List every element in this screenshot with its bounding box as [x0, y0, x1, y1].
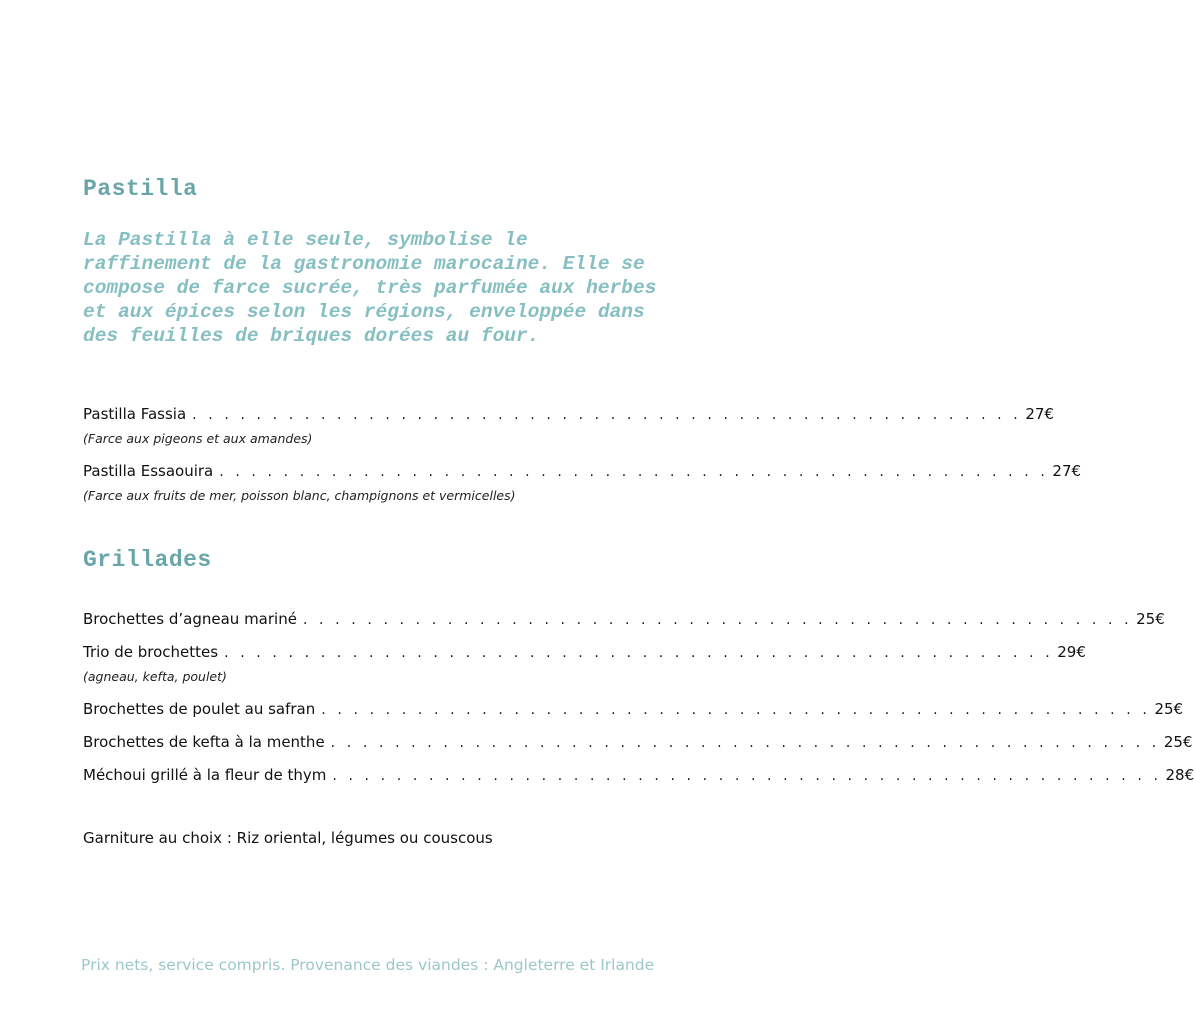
menu-item-pastilla-fassia — [83, 404, 1054, 425]
item-name: Pastilla Essaouira — [83, 462, 214, 480]
dot-leader: . . . . . . . . . . . . . . . . . . . . . . . . . . . . . . . . . . . . . . . . . . . . . . . . . . . . — [332, 768, 1162, 784]
item-name: Pastilla Fassia — [83, 405, 187, 423]
menu-item-brochettes-kefta — [83, 732, 1193, 753]
item-name: Brochettes de kefta à la menthe — [83, 733, 325, 751]
item-description: (Farce aux fruits de mer, poisson blanc, champignons et vermicelles) — [83, 488, 516, 503]
menu-item-trio-brochettes — [83, 642, 1086, 663]
dot-leader: . . . . . . . . . . . . . . . . . . . . . . . . . . . . . . . . . . . . . . . . . . . . . . . . . . . . — [219, 464, 1049, 480]
item-price: 27€ — [1025, 405, 1054, 423]
pastilla-intro: La Pastilla à elle seule, symbolise le raffinement de la gastronomie marocaine. Elle se compose de farce sucrée, très parfumée aux herbes et aux épices selon les régions, enveloppée dans des feuilles de briques dorées au four. — [83, 229, 657, 347]
menu-item-pastilla-essaouira — [83, 461, 1082, 482]
section-title-pastilla: Pastilla — [83, 176, 198, 202]
item-price: 28€ — [1165, 766, 1194, 784]
garniture-note: Garniture au choix : Riz oriental, légumes ou couscous — [83, 829, 493, 847]
section-title-grillades: Grillades — [83, 547, 212, 573]
item-name: Brochettes de poulet au safran — [83, 700, 316, 718]
menu-item-brochettes-agneau — [83, 609, 1165, 630]
item-name: Trio de brochettes — [83, 643, 219, 661]
item-price: 25€ — [1136, 610, 1165, 628]
item-price: 25€ — [1163, 733, 1193, 751]
item-name: Brochettes d’agneau mariné — [83, 610, 297, 628]
dot-leader: . . . . . . . . . . . . . . . . . . . . . . . . . . . . . . . . . . . . . . . . . . . . . . . . . . . . — [321, 702, 1151, 718]
item-price: 29€ — [1057, 643, 1086, 661]
item-price: 27€ — [1052, 462, 1082, 480]
item-price: 25€ — [1154, 700, 1184, 718]
item-description: (agneau, kefta, poulet) — [83, 669, 227, 684]
item-description: (Farce aux pigeons et aux amandes) — [83, 431, 313, 446]
dot-leader: . . . . . . . . . . . . . . . . . . . . . . . . . . . . . . . . . . . . . . . . . . . . . . . . . . . . — [192, 407, 1022, 423]
dot-leader: . . . . . . . . . . . . . . . . . . . . . . . . . . . . . . . . . . . . . . . . . . . . . . . . . . . . — [224, 645, 1054, 661]
footer-note: Prix nets, service compris. Provenance des viandes : Angleterre et Irlande — [81, 956, 655, 974]
menu-item-mechoui — [83, 765, 1194, 786]
item-name: Méchoui grillé à la fleur de thym — [83, 766, 327, 784]
dot-leader: . . . . . . . . . . . . . . . . . . . . . . . . . . . . . . . . . . . . . . . . . . . . . . . . . . . . — [330, 735, 1160, 751]
menu-item-brochettes-poulet — [83, 699, 1184, 720]
dot-leader: . . . . . . . . . . . . . . . . . . . . . . . . . . . . . . . . . . . . . . . . . . . . . . . . . . . . — [302, 612, 1133, 628]
